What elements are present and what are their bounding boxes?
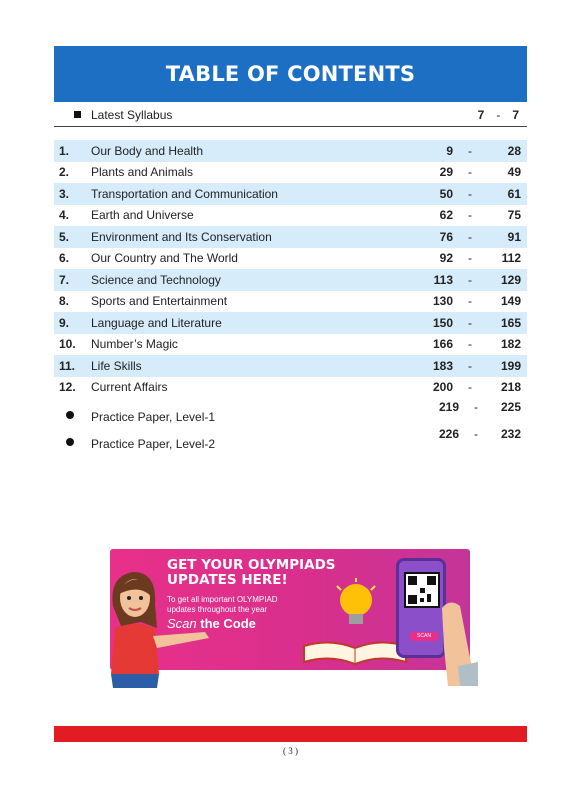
chapter-number: 11. [59, 358, 76, 373]
chapter-row[interactable] [54, 140, 527, 162]
banner-headline-line-1: GET YOUR OLYMPIADS [167, 557, 336, 573]
chapter-row[interactable] [54, 183, 527, 205]
page-end: 199 [500, 358, 521, 373]
syllabus-label: Latest Syllabus [91, 108, 173, 122]
page-separator: - [474, 427, 478, 441]
chapter-number: 10. [59, 337, 76, 352]
page-end: 75 [507, 208, 521, 223]
page-separator: - [468, 251, 472, 266]
page-number: ( 3 ) [283, 746, 298, 756]
practice-row[interactable] [54, 427, 527, 455]
page-start: 7 [477, 108, 485, 122]
chapter-number: 8. [59, 294, 70, 309]
girl-illustration [105, 566, 225, 688]
page-separator: - [468, 143, 472, 158]
chapter-number: 4. [59, 208, 70, 223]
page-start: 76 [439, 229, 453, 244]
page-separator: - [468, 208, 472, 223]
page-start: 113 [433, 272, 453, 287]
syllabus-row [54, 104, 527, 127]
practice-pages [419, 427, 521, 441]
page-title: TABLE OF CONTENTS [165, 62, 416, 86]
practice-title: Practice Paper, Level-1 [91, 410, 216, 424]
chapter-row[interactable] [54, 377, 527, 399]
page-start: 9 [446, 143, 453, 158]
page-start: 29 [439, 165, 453, 180]
chapter-title: Plants and Animals [91, 165, 194, 180]
page-separator: - [468, 229, 472, 244]
page-end: 232 [500, 427, 521, 441]
banner-subtext-line-2: updates throughout the year [167, 605, 268, 614]
footer-bar [54, 726, 527, 742]
chapter-title: Sports and Entertainment [91, 294, 228, 309]
page-separator: - [468, 315, 472, 330]
page-start: 219 [438, 400, 459, 414]
chapter-row[interactable] [54, 355, 527, 377]
open-book-icon [300, 636, 410, 666]
chapter-row[interactable] [54, 334, 527, 356]
page-start: 50 [439, 186, 453, 201]
chapter-number: 9. [59, 315, 70, 330]
page-start: 130 [432, 294, 453, 309]
page-separator: - [468, 272, 472, 287]
page-separator: - [474, 400, 478, 414]
chapter-row[interactable] [54, 162, 527, 184]
page-end: 225 [500, 400, 521, 414]
page-end: 7 [512, 108, 519, 122]
chapter-row[interactable] [54, 205, 527, 227]
banner-headline-line-2: UPDATES HERE! [167, 572, 288, 588]
chapter-number: 7. [59, 272, 70, 287]
syllabus-pages [478, 108, 519, 122]
page-end: 149 [500, 294, 521, 309]
chapter-title: Earth and Universe [91, 208, 194, 223]
chapter-title: Number’s Magic [91, 337, 178, 352]
page-start: 226 [438, 427, 459, 441]
hand-illustration [438, 588, 478, 686]
chapter-number: 1. [59, 143, 70, 158]
page-start: 200 [432, 380, 453, 395]
page-end: 91 [507, 229, 521, 244]
scan-button[interactable]: SCAN [410, 632, 438, 641]
chapter-number: 3. [59, 186, 70, 201]
chapter-title: Environment and Its Conservation [91, 229, 272, 244]
page-start: 183 [432, 358, 453, 373]
chapter-title: Life Skills [91, 358, 142, 373]
page-separator: - [496, 108, 501, 122]
chapter-row[interactable] [54, 291, 527, 313]
toc-header [54, 46, 527, 102]
page-separator: - [468, 165, 472, 180]
page-start: 150 [432, 315, 453, 330]
page-separator: - [468, 294, 472, 309]
lightbulb-icon [335, 578, 377, 638]
chapter-title: Science and Technology [91, 272, 221, 287]
page-separator: - [468, 186, 472, 201]
page-end: 129 [500, 272, 521, 287]
chapter-number: 12. [59, 380, 76, 395]
page-end: 218 [500, 380, 521, 395]
page-end: 61 [507, 186, 521, 201]
page-end: 28 [507, 143, 521, 158]
page-start: 92 [439, 251, 453, 266]
chapter-number: 6. [59, 251, 70, 266]
practice-title: Practice Paper, Level-2 [91, 437, 216, 451]
banner-cta-rest: the Code [196, 616, 256, 631]
round-bullet-icon [66, 411, 74, 419]
chapter-number: 5. [59, 229, 70, 244]
page-start: 166 [432, 337, 453, 352]
page-end: 182 [500, 337, 521, 352]
chapter-title: Language and Literature [91, 315, 222, 330]
page-separator: - [468, 337, 472, 352]
practice-row[interactable] [54, 400, 527, 428]
chapter-title: Current Affairs [91, 380, 168, 395]
chapter-row[interactable] [54, 312, 527, 334]
page-end: 112 [501, 251, 521, 266]
page-start: 62 [439, 208, 453, 223]
chapter-row[interactable] [54, 226, 527, 248]
chapter-number: 2. [59, 165, 70, 180]
page-end: 165 [500, 315, 521, 330]
chapter-title: Transportation and Communication [91, 186, 278, 201]
practice-pages [419, 400, 521, 414]
chapter-row[interactable] [54, 269, 527, 291]
qr-code-icon[interactable] [404, 572, 440, 608]
page-separator: - [468, 380, 472, 395]
square-bullet-icon [74, 111, 81, 118]
page-separator: - [468, 358, 472, 373]
round-bullet-icon [66, 438, 74, 446]
page-end: 49 [507, 165, 521, 180]
chapter-title: Our Body and Health [91, 143, 204, 158]
chapter-list [54, 140, 527, 398]
chapter-title: Our Country and The World [91, 251, 238, 266]
chapter-row[interactable] [54, 248, 527, 270]
banner-cta-scan: Scan [167, 616, 197, 631]
banner-subtext-line-1: To get all important OLYMPIAD [167, 595, 278, 604]
